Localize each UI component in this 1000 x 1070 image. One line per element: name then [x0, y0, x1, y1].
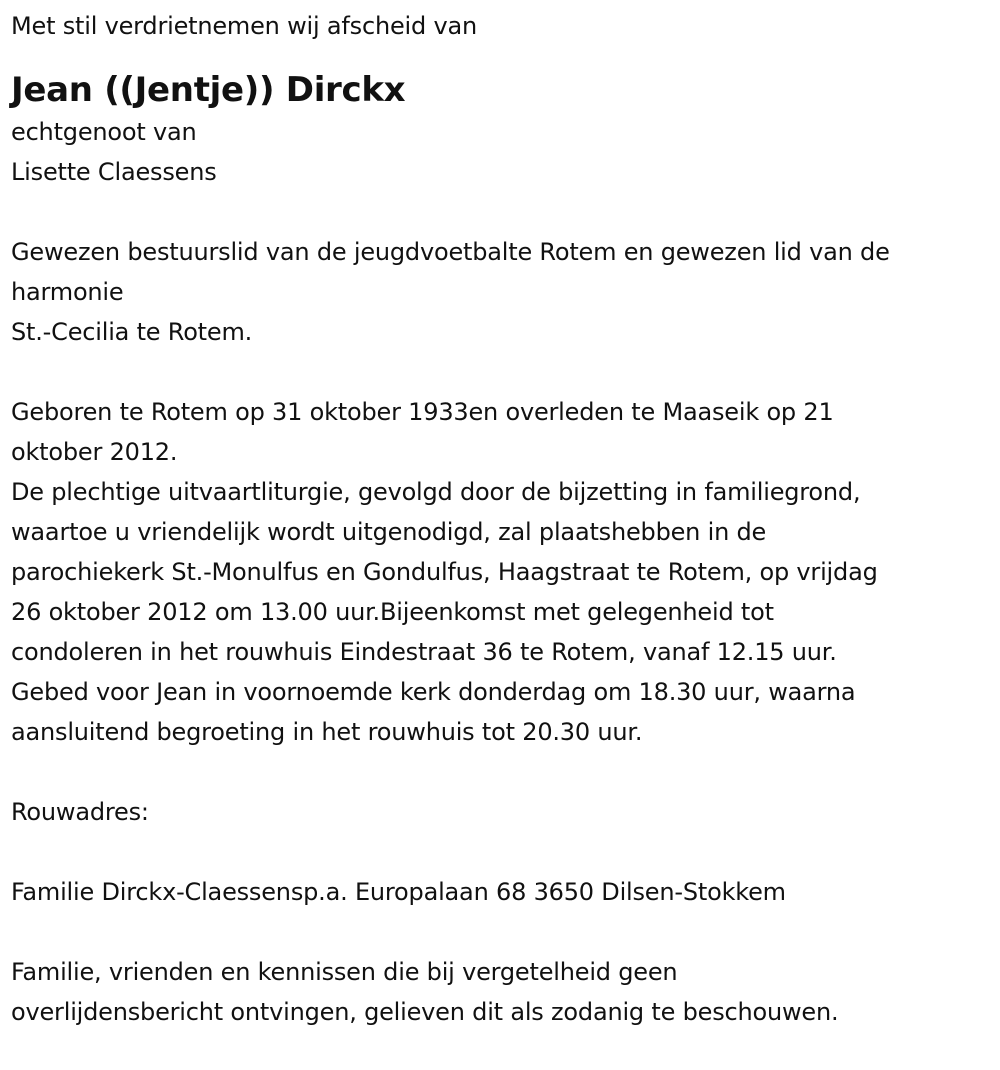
spouse-label: echtgenoot van — [11, 118, 197, 146]
closing-line: overlijdensbericht ontvingen, gelieven dit als zodanig te beschouwen. — [11, 998, 839, 1026]
roles-line: Gewezen bestuurslid van de jeugdvoetbalte Rotem en gewezen lid van de — [11, 238, 890, 266]
details-line: waartoe u vriendelijk wordt uitgenodigd, zal plaatshebben in de — [11, 518, 767, 546]
spacer — [11, 752, 1000, 792]
mourning-address: Familie Dirckx-Claessensp.a. Europalaan 68 3650 Dilsen-Stokkem — [11, 878, 786, 906]
spacer — [11, 912, 1000, 952]
intro-text: Met stil verdrietnemen wij afscheid van — [11, 12, 477, 40]
spacer — [11, 192, 1000, 232]
roles-line: harmonie — [11, 278, 124, 306]
spacer — [11, 352, 1000, 392]
spacer — [11, 832, 1000, 872]
details-line: parochiekerk St.-Monulfus en Gondulfus, Haagstraat te Rotem, op vrijdag — [11, 558, 878, 586]
spouse-name: Lisette Claessens — [11, 158, 217, 186]
details-line: Geboren te Rotem op 31 oktober 1933en overleden te Maaseik op 21 — [11, 398, 834, 426]
details-line: oktober 2012. — [11, 438, 178, 466]
roles-line: St.-Cecilia te Rotem. — [11, 318, 253, 346]
details-line: 26 oktober 2012 om 13.00 uur.Bijeenkomst met gelegenheid tot — [11, 598, 774, 626]
details-line: Gebed voor Jean in voornoemde kerk donderdag om 18.30 uur, waarna — [11, 678, 856, 706]
details-line: aansluitend begroeting in het rouwhuis tot 20.30 uur. — [11, 718, 643, 746]
address-label: Rouwadres: — [11, 798, 149, 826]
closing-line: Familie, vrienden en kennissen die bij vergetelheid geen — [11, 958, 678, 986]
deceased-name: Jean ((Jentje)) Dirckx — [11, 70, 406, 110]
details-line: De plechtige uitvaartliturgie, gevolgd door de bijzetting in familiegrond, — [11, 478, 861, 506]
details-line: condoleren in het rouwhuis Eindestraat 36 te Rotem, vanaf 12.15 uur. — [11, 638, 837, 666]
